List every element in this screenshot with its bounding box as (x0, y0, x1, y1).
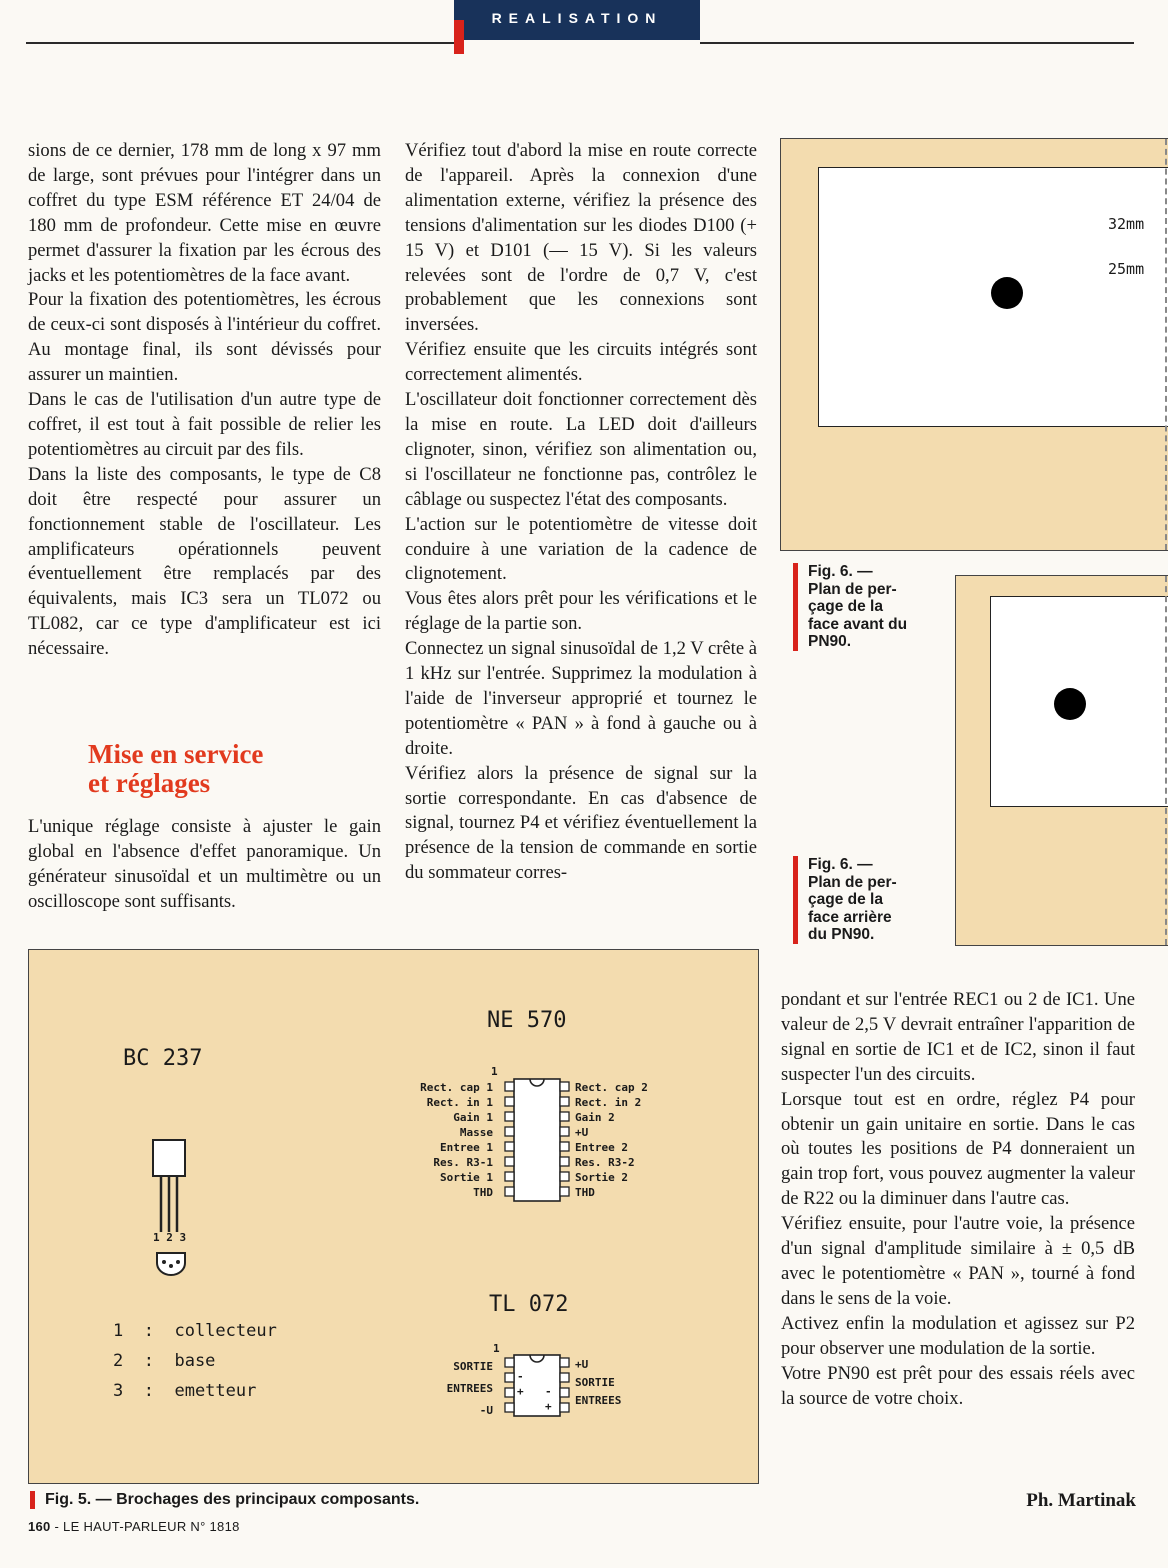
legend-row: 3 : emetteur (113, 1381, 257, 1401)
section-tab-accent (454, 20, 464, 54)
paragraph: sions de ce dernier, 178 mm de long x 97 mm de large, sont prévues pour l'intégrer dans un coffret du type ESM référence ET 24/04 de 180 mm de profondeur. Cette mise en œuvre permet d'assurer la fixation par les écrous des jacks et les potentiomètres de la face avant. (28, 140, 381, 286)
paragraph: L'unique réglage consiste à ajuster le gain global en l'absence d'effet panoramique. Un générateur sinusoïdal et un multimètre ou un oscilloscope sont suffisants. (28, 816, 381, 912)
dimension-line (1165, 139, 1167, 550)
paragraph: L'oscillateur doit fonctionner correctement dès la mise en route. La LED doit d'ailleurs clignoter, sinon, vérifiez son alimentation ou, si l'oscillateur ne fonctionne pas, contrôlez le câblage ou suspectez l'état des composants. (405, 389, 757, 510)
column-3 (781, 988, 1135, 1411)
section-heading: Mise en service et réglages (88, 739, 264, 798)
tl072-sign: + (545, 1400, 552, 1413)
author-signature: Ph. Martinak (1026, 1490, 1136, 1511)
fig6-front-panel (780, 138, 1168, 551)
paragraph: Dans la liste des composants, le type de C8 doit être respecté pour assurer un fonctionnement stable de l'oscillateur. Les amplificateurs opérationnels peuvent éventuellement être remplacés par des équivalents, mais IC3 sera un TL072 ou TL082, car ce type d'amplificateur est ici nécessaire. (28, 463, 381, 660)
ne570-pin1-label: 1 (491, 1065, 498, 1078)
tl072-sign: + (517, 1385, 524, 1398)
ne570-dip16-icon (502, 1078, 572, 1204)
column-2 (405, 139, 757, 886)
page-footer (28, 1519, 240, 1534)
paragraph: Vérifiez alors la présence de signal sur la sortie correspondante. En cas d'absence de signal, tournez P4 et vérifiez éventuellement la présence de la tension de commande en sortie du sommateur corres- (405, 762, 757, 884)
paragraph: Dans le cas de l'utilisation d'un autre type de coffret, il est tout à fait possible de relier les potentiomètres au circuit par des fils. (28, 389, 381, 460)
section-tab: REALISATION (454, 0, 700, 40)
magazine-issue: - LE HAUT-PARLEUR N° 1818 (50, 1519, 240, 1534)
paragraph: L'action sur le potentiomètre de vitesse doit conduire à une variation de la cadence de clignotement. (405, 513, 757, 585)
paragraph: pondant et sur l'entrée REC1 ou 2 de IC1. Une valeur de 2,5 V devrait entraîner l'apparition de signal en sortie de IC1 et de IC2, sinon il faut suspecter l'un des circuits. (781, 989, 1135, 1085)
header-rule-left (26, 42, 454, 44)
ne570-right-pins: Rect. cap 2 Rect. in 2 Gain 2 +U Entree 2 Res. R3-2 Sortie 2 THD (575, 1081, 648, 1199)
drill-hole (991, 277, 1023, 309)
bc237-title: BC 237 (123, 1046, 203, 1071)
paragraph: Vérifiez ensuite que les circuits intégrés sont correctement alimentés. (405, 339, 757, 386)
bc237-legend (113, 1316, 277, 1406)
paragraph: Votre PN90 est prêt pour des essais réels avec la source de votre choix. (781, 1362, 1135, 1409)
fig5-pinouts (28, 949, 759, 1484)
tl072-sign: - (517, 1370, 524, 1383)
tl072-sign: - (545, 1385, 552, 1398)
fig5-caption: Fig. 5. — Brochages des principaux composants. (30, 1491, 419, 1509)
tl072-pin1-label: 1 (493, 1342, 500, 1355)
paragraph: Vérifiez ensuite, pour l'autre voie, la présence d'un signal d'amplitude similaire à ± 0,5 dB avec le potentiomètre « PAN », tourné à fond dans le sens de la voie. (781, 1213, 1135, 1309)
legend-row: 2 : base (113, 1351, 216, 1371)
fig6-rear-panel (955, 575, 1168, 946)
ne570-title: NE 570 (487, 1008, 567, 1033)
tl072-dip8-icon (502, 1354, 572, 1418)
tl072-title: TL 072 (489, 1292, 569, 1317)
column-1 (28, 139, 381, 662)
paragraph: Activez enfin la modulation et agissez sur P2 pour observer une modulation de la sortie. (781, 1312, 1135, 1359)
dimension-label: 32mm (1108, 215, 1145, 233)
fig6a-caption: Fig. 6. — Plan de per- çage de la face avant du PN90. (793, 563, 907, 651)
dimension-line (1165, 576, 1167, 945)
paragraph: Pour la fixation des potentiomètres, les écrous de ceux-ci sont disposés à l'intérieur du coffret. Au montage final, ils sont dévissés pour assurer un maintien. (28, 289, 381, 386)
paragraph: Vous êtes alors prêt pour les vérifications et le réglage de la partie son. (405, 588, 757, 635)
tl072-left-pins: SORTIE ENTREES -U (446, 1360, 493, 1417)
paragraph: Lorsque tout est en ordre, réglez P4 pour obtenir un gain unitaire en sortie. Dans le cas où toutes les positions de P4 donneraient un gain trop fort, vous pouvez augmenter la valeur de R22 ou la diminuer dans l'autre cas. (781, 1088, 1135, 1210)
legend-row: 1 : collecteur (113, 1321, 277, 1341)
bc237-pin-numbers: 1 2 3 (153, 1231, 187, 1244)
to92-bottom-view-icon (153, 1249, 189, 1277)
header-rule-right (700, 42, 1134, 44)
paragraph: Connectez un signal sinusoïdal de 1,2 V crête à 1 kHz sur l'entrée. Supprimez la modulation à l'aide de l'inverseur approprié et tournez le potentiomètre « PAN » à fond à gauche ou à droite. (405, 638, 757, 759)
fig6b-caption: Fig. 6. — Plan de per- çage de la face arrière du PN90. (793, 856, 897, 944)
ne570-left-pins: Rect. cap 1 Rect. in 1 Gain 1 Masse Entree 1 Res. R3-1 Sortie 1 THD (420, 1081, 493, 1199)
tl072-right-pins: +U SORTIE ENTREES (575, 1358, 622, 1407)
page-number: 160 (28, 1519, 51, 1534)
paragraph: Vérifiez tout d'abord la mise en route correcte de l'appareil. Après la connexion d'une alimentation externe, vérifiez la présence des tensions d'alimentation sur les diodes D100 (+ 15 V) et D101 (— 15 V). Si les valeurs relevées sont de l'ordre de 0,7 V, c'est probablement que les connexions sont inversées. (405, 140, 757, 336)
transistor-icon (147, 1138, 193, 1238)
dimension-label: 25mm (1108, 260, 1145, 278)
column-1-after (28, 815, 381, 915)
drill-hole (1054, 688, 1086, 720)
